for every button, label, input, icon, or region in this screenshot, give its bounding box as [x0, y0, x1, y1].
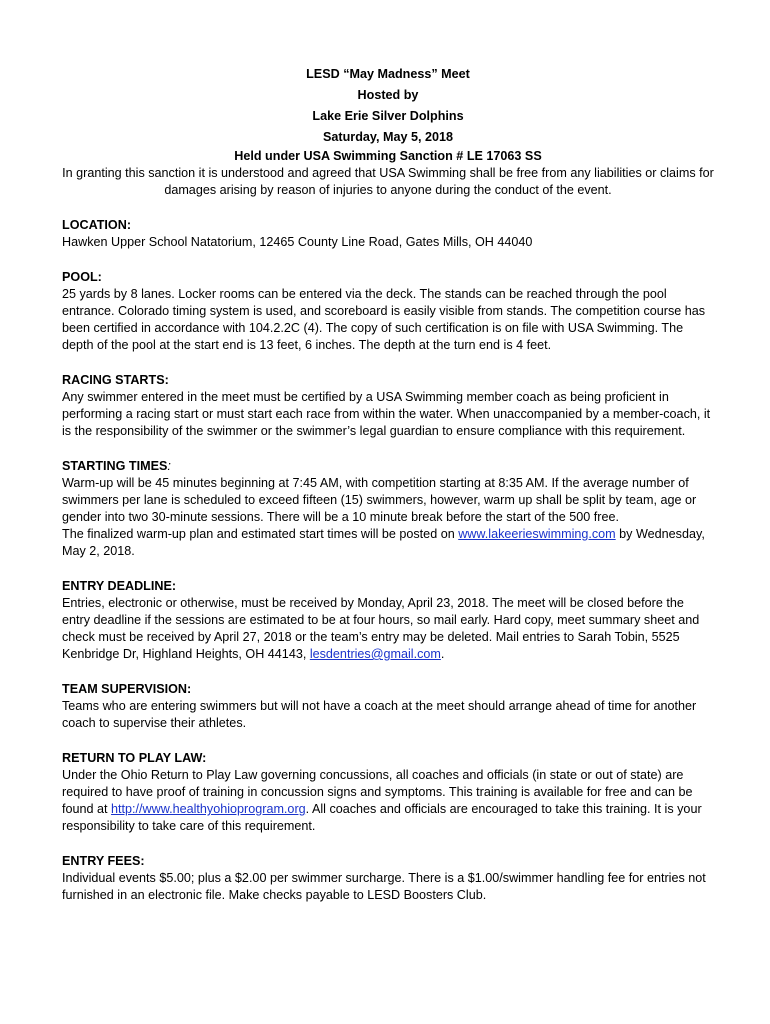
racing-starts-section: [62, 372, 714, 440]
location-heading: LOCATION:: [62, 218, 132, 232]
racing-starts-text: Any swimmer entered in the meet must be certified by a USA Swimming member coach as being proficient in performing a racing start or must start each race from within the water. When unaccompanied by a member-coach, it is the responsibility of the swimmer or the swimmer’s legal guardian to ensure compliance with this requirement.: [62, 390, 711, 438]
host-team-name: Lake Erie Silver Dolphins: [312, 109, 464, 123]
pool-text: 25 yards by 8 lanes. Locker rooms can be entered via the deck. The stands can be reached through the pool entrance. Colorado timing system is used, and scoreboard is easily visible from stands. The competition course has been certified in accordance with 104.2.2C (4). The copy of such certification is on file with USA Swimming. The depth of the pool at the start end is 13 feet, 6 inches. The depth at the turn end is 4 feet.: [62, 287, 706, 352]
entry-fees-text: Individual events $5.00; plus a $2.00 per swimmer surcharge. There is a $1.00/swimmer handling fee for entries not furnished in an electronic file. Make checks payable to LESD Boosters Club.: [62, 871, 706, 902]
location-section: [62, 217, 714, 251]
starting-times-heading: [62, 458, 714, 475]
meet-title: LESD “May Madness” Meet: [306, 67, 470, 81]
warmup-plan-text: [62, 526, 714, 560]
entry-deadline-text-before: Entries, electronic or otherwise, must be received by Monday, April 23, 2018. The meet will be closed before the entry deadline if the sessions are estimated to be at four hours, so mail early. Hard copy, meet summary sheet and check must be received by April 27, 2018 or the team’s entry may be deleted. Mail entries to Sarah Tobin, 5525 Kenbridge Dr, Highland Heights, OH 44143,: [62, 596, 700, 661]
return-to-play-text: [62, 767, 714, 835]
return-to-play-text-before: Under the Ohio Return to Play Law governing concussions, all coaches and officials (in state or out of state) are required to have proof of training in concussion signs and symptoms. This training is available for free and can be found at: [62, 768, 693, 816]
return-to-play-text-after: . All coaches and officials are encouraged to take this training. It is your responsibility to take care of this requirement.: [62, 802, 702, 833]
entry-deadline-text-after: .: [440, 647, 445, 661]
document-page: [62, 64, 714, 904]
lake-erie-swimming-link[interactable]: www.lakeerieswimming.com: [458, 527, 616, 541]
starting-times-heading-colon: :: [167, 459, 171, 473]
entry-deadline-heading: ENTRY DEADLINE:: [62, 579, 177, 593]
entry-deadline-text: [62, 595, 714, 663]
sanction-line: Held under USA Swimming Sanction # LE 17063 SS: [234, 149, 542, 163]
meet-date: Saturday, May 5, 2018: [323, 130, 453, 144]
team-supervision-heading: TEAM SUPERVISION:: [62, 682, 192, 696]
entry-deadline-section: [62, 578, 714, 663]
team-supervision-section: [62, 681, 714, 732]
starting-times-section: [62, 458, 714, 560]
starting-times-text: Warm-up will be 45 minutes beginning at 7:45 AM, with competition starting at 8:35 AM. If the average number of swimmers per lane is scheduled to exceed fifteen (15) swimmers, however, warm up shall be split by team, age or gender into two 30-minute sessions. There will be a 10 minute break before the start of the 500 free.: [62, 476, 697, 524]
location-text: Hawken Upper School Natatorium, 12465 County Line Road, Gates Mills, OH 44040: [62, 235, 533, 249]
warmup-plan-text-before: The finalized warm-up plan and estimated start times will be posted on: [62, 527, 459, 541]
warmup-plan-text-after: by Wednesday, May 2, 2018.: [62, 527, 705, 558]
sanction-disclaimer: In granting this sanction it is understood and agreed that USA Swimming shall be free from any liabilities or claims for damages arising by reason of injuries to anyone during the conduct of the event.: [62, 166, 714, 197]
hosted-by-label: Hosted by: [357, 88, 419, 102]
starting-times-heading-text: STARTING TIMES: [62, 459, 168, 473]
entries-email-link[interactable]: lesdentries@gmail.com: [309, 647, 441, 661]
return-to-play-heading: RETURN TO PLAY LAW:: [62, 751, 207, 765]
pool-heading: POOL:: [62, 270, 102, 284]
return-to-play-section: [62, 750, 714, 835]
racing-starts-heading: RACING STARTS:: [62, 373, 169, 387]
entry-fees-heading: ENTRY FEES:: [62, 854, 145, 868]
healthy-ohio-link[interactable]: http://www.healthyohioprogram.org: [111, 802, 306, 816]
meet-header: [62, 64, 714, 165]
pool-section: [62, 269, 714, 354]
team-supervision-text: Teams who are entering swimmers but will not have a coach at the meet should arrange ahead of time for another coach to supervise their athletes.: [62, 699, 697, 730]
entry-fees-section: [62, 853, 714, 904]
